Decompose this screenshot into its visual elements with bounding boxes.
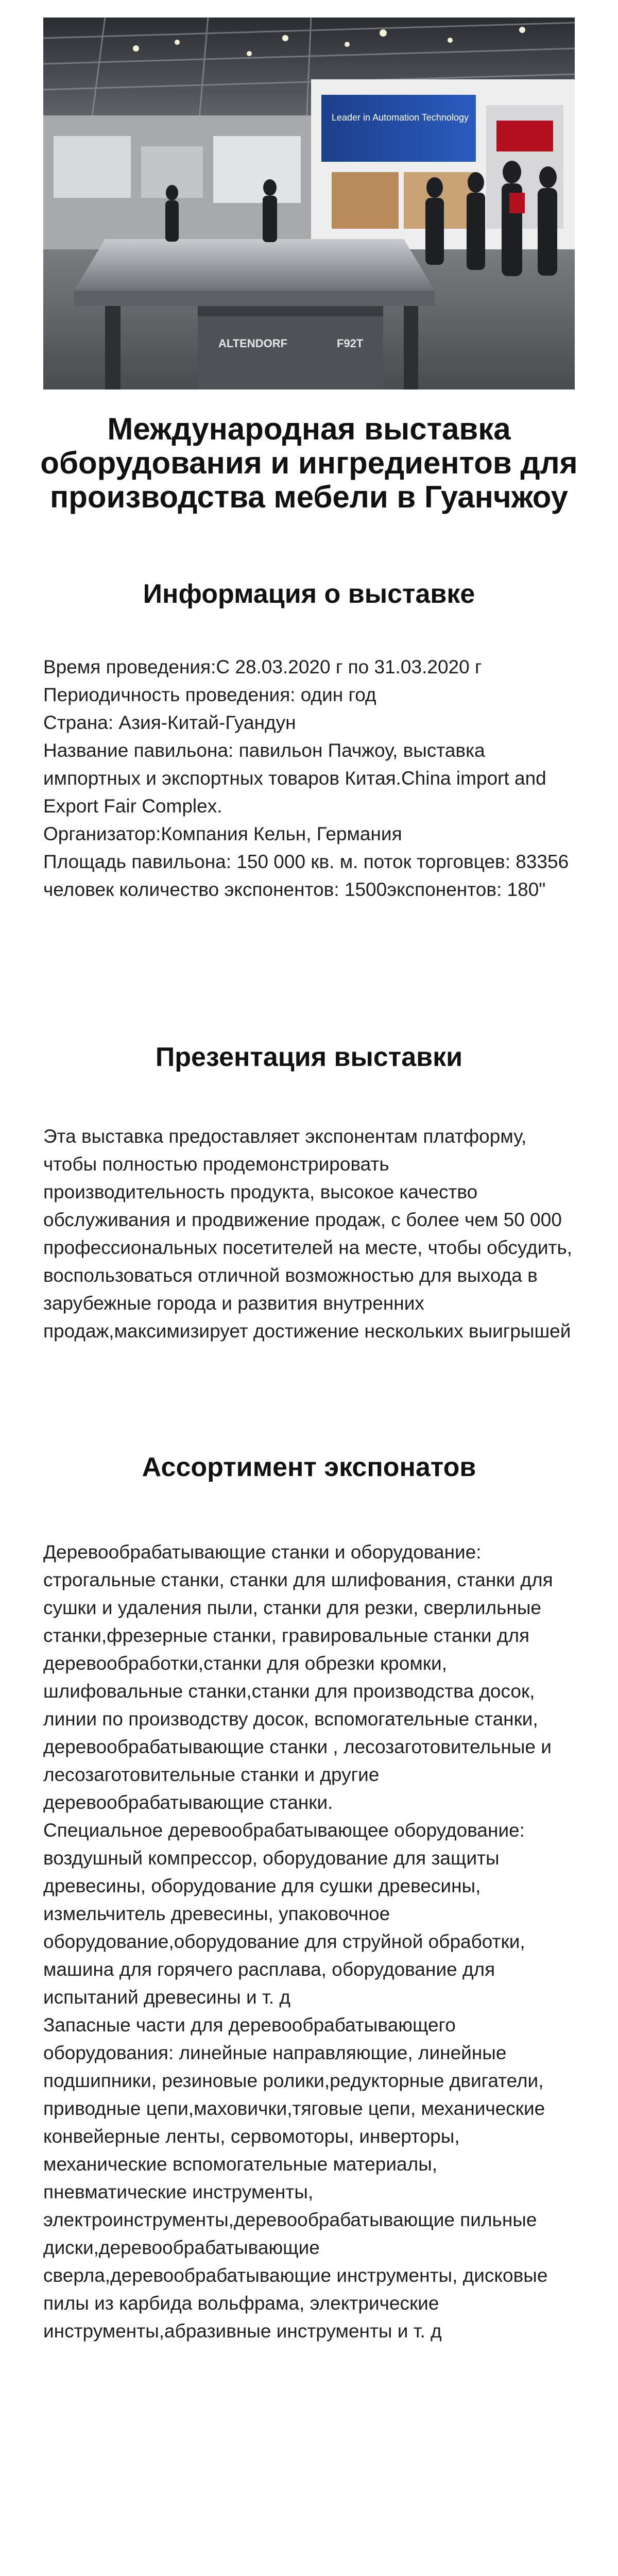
assortment-paragraph-machines: Деревообрабатывающие станки и оборудование: строгальные станки, станки для шлифования, станки для сушки и удаления пыли, станки для резки, сверлильные станки,фрезерные станки, гравировальные станки для деревообработки,станки для обрезки кромки, шлифовальные станки,станки для производства досок, линии по производству досок, вспомогательные станки, деревообрабатывающие станки , лесозаготовительные и лесозаготовительные станки и другие деревообрабатывающие станки.: [43, 1541, 553, 1813]
info-area-stats: Площадь павильона: 150 000 кв. м. поток торговцев: 83356 человек количество экспонентов: 1500экспонентов: 180": [43, 851, 569, 900]
booth-sign-text: Leader in Automation Technology: [332, 112, 469, 123]
section-heading-assortment: Ассортимент экспонатов: [142, 1452, 476, 1482]
section-heading-presentation: Презентация выставки: [155, 1042, 463, 1072]
machine-brand-text: ALTENDORF: [218, 337, 288, 350]
page-title: Международная выставка оборудования и ингредиентов для производства мебели в Гуанчжоу: [40, 412, 578, 514]
presentation-text: Эта выставка предоставляет экспонентам платформу, чтобы полностью продемонстрировать производительность продукта, высокое качество обслуживания и продвижение продаж, с более чем 50 000 профессиональных посетителей на месте, чтобы обсудить, воспользоваться отличной возможностью для выхода в зарубежные города и развития внутренних продаж,максимизирует достижение нескольких выигрышей: [43, 1126, 573, 1342]
info-dates: Время проведения:С 28.03.2020 г по 31.03.2020 г: [43, 656, 482, 677]
machine-model-text: F92T: [337, 337, 364, 350]
section-heading-info: Информация о выставке: [143, 579, 475, 609]
exhibition-info-block: [43, 653, 574, 904]
exhibition-photo: [43, 18, 575, 389]
assortment-paragraph-special-equipment: Специальное деревообрабатывающее оборудование: воздушный компрессор, оборудование для защиты древесины, оборудование для сушки древесины, измельчитель древесины, упаковочное оборудование,оборудование для струйной обработки, машина для горячего расплава, оборудование для испытаний древесины и т. д: [43, 1820, 525, 2008]
info-frequency: Периодичность проведения: один год: [43, 684, 376, 705]
info-organizer: Организатор:Компания Кельн, Германия: [43, 823, 402, 844]
info-pavilion: Название павильона: павильон Пачжоу, выставка импортных и экспортных товаров Китая.China import and Export Fair Complex.: [43, 740, 546, 817]
assortment-block: [43, 1538, 574, 2345]
info-country: Страна: Азия-Китай-Гуандун: [43, 712, 296, 733]
exhibition-hall-image: [43, 18, 575, 389]
assortment-paragraph-spare-parts: Запасные части для деревообрабатывающего оборудования: линейные направляющие, линейные подшипники, резиновые ролики,редукторные двигатели, приводные цепи,маховички,тяговые цепи, механические конвейерные ленты, сервомоторы, инверторы, механические вспомогательные материалы, пневматические инструменты, электроинструменты,деревообрабатывающие пильные диски,деревообрабатывающие сверла,деревообрабатывающие инструменты, дисковые пилы из карбида вольфрама, электрические инструменты,абразивные инструменты и т. д: [43, 2014, 548, 2342]
